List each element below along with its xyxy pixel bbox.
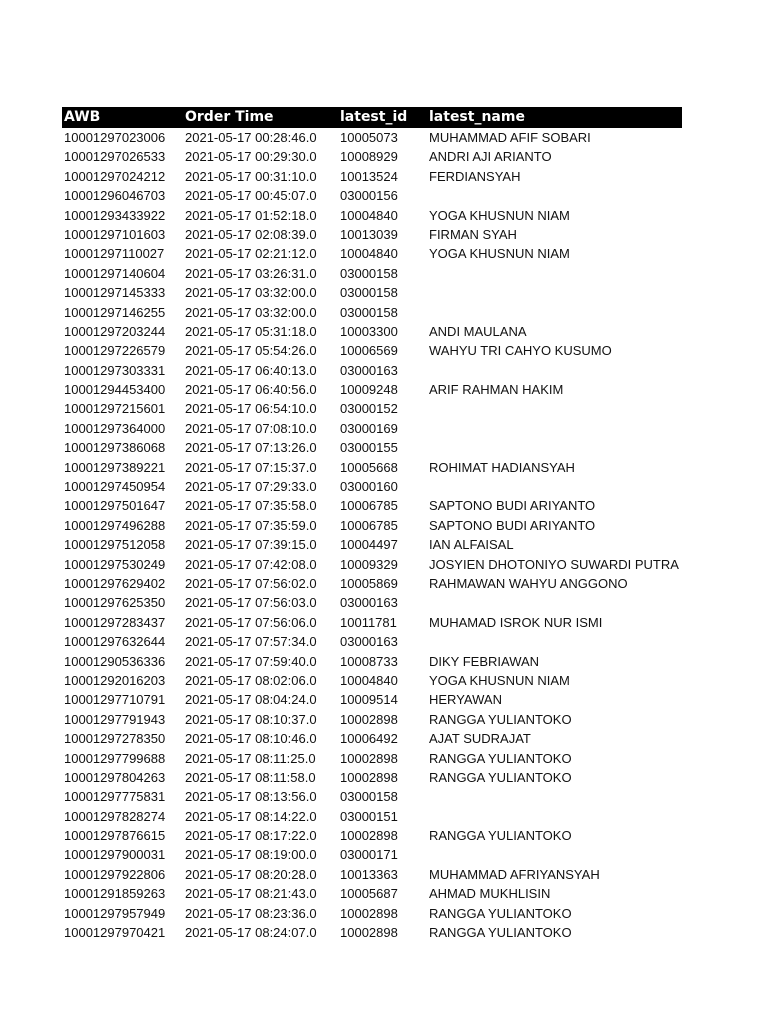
cell-latest-id: 10008733 bbox=[340, 653, 398, 669]
cell-latest-name: ANDRI AJI ARIANTO bbox=[429, 149, 552, 165]
table-row bbox=[62, 807, 682, 826]
cell-latest-name: ANDI MAULANA bbox=[429, 323, 527, 339]
cell-latest-id: 03000156 bbox=[340, 188, 398, 204]
cell-latest-name: DIKY FEBRIAWAN bbox=[429, 653, 540, 669]
cell-latest-name: MUHAMAD ISROK NUR ISMI bbox=[429, 614, 603, 630]
table-row bbox=[62, 516, 682, 535]
cell-latest-id: 03000163 bbox=[340, 634, 398, 650]
cell-order-time: 2021-05-17 08:20:28.0 bbox=[185, 866, 317, 882]
cell-latest-id: 10004497 bbox=[340, 537, 398, 553]
table-row bbox=[62, 729, 682, 748]
cell-latest-id: 03000171 bbox=[340, 847, 398, 863]
cell-awb: 10001297496288 bbox=[64, 517, 166, 533]
cell-latest-id: 03000152 bbox=[340, 401, 398, 417]
header-latest-id: latest_id bbox=[340, 109, 408, 125]
cell-latest-id: 03000163 bbox=[340, 595, 398, 611]
cell-awb: 10001297024212 bbox=[64, 168, 166, 184]
cell-latest-name: IAN ALFAISAL bbox=[429, 537, 514, 553]
cell-awb: 10001291859263 bbox=[64, 886, 166, 902]
awb-table bbox=[62, 107, 682, 942]
cell-latest-id: 10005687 bbox=[340, 886, 398, 902]
cell-order-time: 2021-05-17 08:10:46.0 bbox=[185, 731, 317, 747]
cell-latest-id: 03000155 bbox=[340, 440, 398, 456]
cell-latest-id: 10002898 bbox=[340, 925, 398, 941]
table-row bbox=[62, 632, 682, 651]
cell-order-time: 2021-05-17 00:29:30.0 bbox=[185, 149, 317, 165]
cell-latest-name bbox=[429, 419, 682, 438]
cell-latest-name: RANGGA YULIANTOKO bbox=[429, 769, 572, 785]
cell-latest-id: 10002898 bbox=[340, 905, 398, 921]
cell-order-time: 2021-05-17 07:56:02.0 bbox=[185, 575, 317, 591]
cell-order-time: 2021-05-17 02:08:39.0 bbox=[185, 226, 317, 242]
cell-latest-id: 10008929 bbox=[340, 149, 398, 165]
cell-latest-name: WAHYU TRI CAHYO KUSUMO bbox=[429, 343, 612, 359]
cell-order-time: 2021-05-17 08:04:24.0 bbox=[185, 692, 317, 708]
table-row bbox=[62, 496, 682, 515]
cell-latest-name: YOGA KHUSNUN NIAM bbox=[429, 207, 570, 223]
cell-latest-name: AJAT SUDRAJAT bbox=[429, 731, 531, 747]
cell-order-time: 2021-05-17 08:19:00.0 bbox=[185, 847, 317, 863]
cell-order-time: 2021-05-17 08:02:06.0 bbox=[185, 672, 317, 688]
cell-awb: 10001297140604 bbox=[64, 265, 166, 281]
cell-order-time: 2021-05-17 07:39:15.0 bbox=[185, 537, 317, 553]
header-order-time: Order Time bbox=[185, 109, 274, 125]
table-row bbox=[62, 690, 682, 709]
table-row bbox=[62, 399, 682, 418]
table-row bbox=[62, 826, 682, 845]
cell-awb: 10001297203244 bbox=[64, 323, 166, 339]
cell-awb: 10001296046703 bbox=[64, 188, 166, 204]
table-body bbox=[62, 128, 682, 942]
cell-order-time: 2021-05-17 00:45:07.0 bbox=[185, 188, 317, 204]
table-row bbox=[62, 845, 682, 864]
cell-awb: 10001297501647 bbox=[64, 498, 166, 514]
table-row bbox=[62, 671, 682, 690]
cell-latest-name bbox=[429, 845, 682, 864]
cell-order-time: 2021-05-17 07:35:59.0 bbox=[185, 517, 317, 533]
cell-order-time: 2021-05-17 08:24:07.0 bbox=[185, 925, 317, 941]
cell-awb: 10001297512058 bbox=[64, 537, 166, 553]
cell-latest-id: 10006785 bbox=[340, 498, 398, 514]
cell-awb: 10001297710791 bbox=[64, 692, 166, 708]
table-row bbox=[62, 225, 682, 244]
cell-latest-id: 10006569 bbox=[340, 343, 398, 359]
cell-latest-name bbox=[429, 787, 682, 806]
cell-latest-name bbox=[429, 807, 682, 826]
cell-order-time: 2021-05-17 08:10:37.0 bbox=[185, 711, 317, 727]
cell-awb: 10001297632644 bbox=[64, 634, 166, 650]
table-row bbox=[62, 710, 682, 729]
table-row bbox=[62, 593, 682, 612]
cell-latest-id: 03000158 bbox=[340, 304, 398, 320]
cell-awb: 10001293433922 bbox=[64, 207, 166, 223]
cell-awb: 10001297530249 bbox=[64, 556, 166, 572]
cell-latest-name bbox=[429, 438, 682, 457]
cell-awb: 10001297922806 bbox=[64, 866, 166, 882]
cell-latest-name: FIRMAN SYAH bbox=[429, 226, 517, 242]
cell-latest-id: 03000169 bbox=[340, 420, 398, 436]
cell-latest-name bbox=[429, 283, 682, 302]
cell-order-time: 2021-05-17 07:56:03.0 bbox=[185, 595, 317, 611]
table-row bbox=[62, 128, 682, 147]
cell-awb: 10001297828274 bbox=[64, 808, 166, 824]
table-row bbox=[62, 147, 682, 166]
cell-order-time: 2021-05-17 03:32:00.0 bbox=[185, 285, 317, 301]
table-row bbox=[62, 768, 682, 787]
table-row bbox=[62, 419, 682, 438]
table-row bbox=[62, 749, 682, 768]
cell-awb: 10001297145333 bbox=[64, 285, 166, 301]
table-row bbox=[62, 244, 682, 263]
cell-latest-name: AHMAD MUKHLISIN bbox=[429, 886, 551, 902]
cell-awb: 10001297283437 bbox=[64, 614, 166, 630]
cell-order-time: 2021-05-17 07:15:37.0 bbox=[185, 459, 317, 475]
cell-latest-name: SAPTONO BUDI ARIYANTO bbox=[429, 517, 596, 533]
table-row bbox=[62, 652, 682, 671]
cell-awb: 10001297303331 bbox=[64, 362, 166, 378]
table-row bbox=[62, 283, 682, 302]
cell-awb: 10001297957949 bbox=[64, 905, 166, 921]
cell-latest-id: 10002898 bbox=[340, 828, 398, 844]
cell-awb: 10001297026533 bbox=[64, 149, 166, 165]
cell-latest-name bbox=[429, 303, 682, 322]
cell-latest-name: MUHAMMAD AFIF SOBARI bbox=[429, 130, 591, 145]
cell-latest-id: 10002898 bbox=[340, 750, 398, 766]
header-awb: AWB bbox=[64, 109, 101, 125]
cell-latest-name: YOGA KHUSNUN NIAM bbox=[429, 672, 570, 688]
cell-order-time: 2021-05-17 02:21:12.0 bbox=[185, 246, 317, 262]
table-row bbox=[62, 535, 682, 554]
cell-latest-name: RANGGA YULIANTOKO bbox=[429, 750, 572, 766]
cell-latest-id: 10005869 bbox=[340, 575, 398, 591]
cell-latest-name: HERYAWAN bbox=[429, 692, 502, 708]
cell-latest-id: 10009248 bbox=[340, 382, 398, 398]
cell-order-time: 2021-05-17 07:08:10.0 bbox=[185, 420, 317, 436]
cell-order-time: 2021-05-17 06:54:10.0 bbox=[185, 401, 317, 417]
table-row bbox=[62, 787, 682, 806]
cell-order-time: 2021-05-17 07:35:58.0 bbox=[185, 498, 317, 514]
cell-latest-name: FERDIANSYAH bbox=[429, 168, 521, 184]
cell-latest-name bbox=[429, 593, 682, 612]
table-row bbox=[62, 923, 682, 942]
cell-latest-name: MUHAMMAD AFRIYANSYAH bbox=[429, 866, 600, 882]
table-header bbox=[62, 107, 682, 128]
cell-latest-name: RANGGA YULIANTOKO bbox=[429, 711, 572, 727]
table-row bbox=[62, 341, 682, 360]
cell-latest-name bbox=[429, 632, 682, 651]
cell-latest-id: 03000160 bbox=[340, 479, 398, 495]
cell-order-time: 2021-05-17 03:26:31.0 bbox=[185, 265, 317, 281]
cell-latest-name: SAPTONO BUDI ARIYANTO bbox=[429, 498, 596, 514]
cell-latest-name: JOSYIEN DHOTONIYO SUWARDI PUTRA bbox=[429, 556, 679, 572]
cell-latest-name bbox=[429, 477, 682, 496]
cell-order-time: 2021-05-17 07:56:06.0 bbox=[185, 614, 317, 630]
cell-awb: 10001297625350 bbox=[64, 595, 166, 611]
cell-latest-id: 03000151 bbox=[340, 808, 398, 824]
cell-latest-name: ARIF RAHMAN HAKIM bbox=[429, 382, 564, 398]
cell-awb: 10001297775831 bbox=[64, 789, 166, 805]
cell-order-time: 2021-05-17 08:13:56.0 bbox=[185, 789, 317, 805]
table-row bbox=[62, 574, 682, 593]
cell-latest-id: 10005073 bbox=[340, 130, 398, 145]
cell-order-time: 2021-05-17 07:59:40.0 bbox=[185, 653, 317, 669]
cell-order-time: 2021-05-17 07:57:34.0 bbox=[185, 634, 317, 650]
cell-awb: 10001290536336 bbox=[64, 653, 166, 669]
table-row bbox=[62, 264, 682, 283]
cell-latest-name: RANGGA YULIANTOKO bbox=[429, 905, 572, 921]
cell-latest-id: 10013524 bbox=[340, 168, 398, 184]
cell-order-time: 2021-05-17 08:11:58.0 bbox=[185, 769, 316, 785]
cell-order-time: 2021-05-17 05:31:18.0 bbox=[185, 323, 317, 339]
cell-latest-name bbox=[429, 361, 682, 380]
cell-awb: 10001297278350 bbox=[64, 731, 166, 747]
cell-awb: 10001297629402 bbox=[64, 575, 166, 591]
cell-latest-id: 10011781 bbox=[340, 614, 397, 630]
table-row bbox=[62, 322, 682, 341]
cell-awb: 10001297215601 bbox=[64, 401, 166, 417]
cell-latest-id: 03000158 bbox=[340, 285, 398, 301]
cell-awb: 10001297110027 bbox=[64, 246, 165, 262]
cell-latest-id: 10002898 bbox=[340, 769, 398, 785]
table-row bbox=[62, 884, 682, 903]
cell-latest-name: YOGA KHUSNUN NIAM bbox=[429, 246, 570, 262]
cell-latest-name: RAHMAWAN WAHYU ANGGONO bbox=[429, 575, 628, 591]
cell-order-time: 2021-05-17 00:28:46.0 bbox=[185, 130, 317, 145]
cell-latest-id: 10006785 bbox=[340, 517, 398, 533]
table-row bbox=[62, 303, 682, 322]
cell-order-time: 2021-05-17 08:14:22.0 bbox=[185, 808, 317, 824]
cell-latest-id: 10004840 bbox=[340, 207, 398, 223]
cell-order-time: 2021-05-17 01:52:18.0 bbox=[185, 207, 317, 223]
cell-latest-name bbox=[429, 186, 682, 205]
cell-latest-name bbox=[429, 399, 682, 418]
cell-order-time: 2021-05-17 08:11:25.0 bbox=[185, 750, 316, 766]
cell-order-time: 2021-05-17 00:31:10.0 bbox=[185, 168, 317, 184]
cell-awb: 10001297364000 bbox=[64, 420, 166, 436]
cell-latest-id: 10003300 bbox=[340, 323, 398, 339]
cell-order-time: 2021-05-17 07:29:33.0 bbox=[185, 479, 317, 495]
cell-latest-id: 10002898 bbox=[340, 711, 398, 727]
header-latest-name: latest_name bbox=[429, 109, 525, 125]
cell-awb: 10001297101603 bbox=[64, 226, 166, 242]
cell-awb: 10001294453400 bbox=[64, 382, 166, 398]
cell-latest-id: 10009514 bbox=[340, 692, 398, 708]
cell-latest-id: 10005668 bbox=[340, 459, 398, 475]
cell-awb: 10001297226579 bbox=[64, 343, 166, 359]
cell-order-time: 2021-05-17 06:40:56.0 bbox=[185, 382, 317, 398]
table-row bbox=[62, 477, 682, 496]
cell-latest-id: 03000163 bbox=[340, 362, 398, 378]
cell-order-time: 2021-05-17 05:54:26.0 bbox=[185, 343, 317, 359]
cell-latest-id: 03000158 bbox=[340, 265, 398, 281]
cell-awb: 10001297386068 bbox=[64, 440, 166, 456]
cell-latest-name: ROHIMAT HADIANSYAH bbox=[429, 459, 575, 475]
cell-latest-name: RANGGA YULIANTOKO bbox=[429, 828, 572, 844]
cell-awb: 10001297876615 bbox=[64, 828, 166, 844]
table-row bbox=[62, 613, 682, 632]
cell-awb: 10001292016203 bbox=[64, 672, 166, 688]
cell-order-time: 2021-05-17 07:42:08.0 bbox=[185, 556, 317, 572]
table-row bbox=[62, 865, 682, 884]
table-row bbox=[62, 361, 682, 380]
cell-latest-id: 03000158 bbox=[340, 789, 398, 805]
cell-awb: 10001297900031 bbox=[64, 847, 166, 863]
table-row bbox=[62, 380, 682, 399]
table-row bbox=[62, 167, 682, 186]
table-row bbox=[62, 458, 682, 477]
cell-awb: 10001297389221 bbox=[64, 459, 166, 475]
cell-latest-id: 10006492 bbox=[340, 731, 398, 747]
table-row bbox=[62, 904, 682, 923]
cell-order-time: 2021-05-17 03:32:00.0 bbox=[185, 304, 317, 320]
cell-awb: 10001297023006 bbox=[64, 130, 166, 145]
cell-order-time: 2021-05-17 06:40:13.0 bbox=[185, 362, 317, 378]
cell-latest-name: RANGGA YULIANTOKO bbox=[429, 925, 572, 941]
table-row bbox=[62, 555, 682, 574]
cell-awb: 10001297799688 bbox=[64, 750, 166, 766]
cell-awb: 10001297970421 bbox=[64, 925, 166, 941]
cell-order-time: 2021-05-17 07:13:26.0 bbox=[185, 440, 317, 456]
cell-awb: 10001297791943 bbox=[64, 711, 166, 727]
cell-order-time: 2021-05-17 08:17:22.0 bbox=[185, 828, 317, 844]
cell-latest-id: 10009329 bbox=[340, 556, 398, 572]
cell-latest-id: 10004840 bbox=[340, 672, 398, 688]
cell-latest-name bbox=[429, 264, 682, 283]
cell-latest-id: 10004840 bbox=[340, 246, 398, 262]
cell-latest-id: 10013039 bbox=[340, 226, 398, 242]
table-row bbox=[62, 206, 682, 225]
cell-order-time: 2021-05-17 08:23:36.0 bbox=[185, 905, 317, 921]
cell-awb: 10001297450954 bbox=[64, 479, 166, 495]
cell-order-time: 2021-05-17 08:21:43.0 bbox=[185, 886, 317, 902]
cell-awb: 10001297146255 bbox=[64, 304, 166, 320]
cell-latest-id: 10013363 bbox=[340, 866, 398, 882]
table-row bbox=[62, 186, 682, 205]
table-row bbox=[62, 438, 682, 457]
cell-awb: 10001297804263 bbox=[64, 769, 166, 785]
